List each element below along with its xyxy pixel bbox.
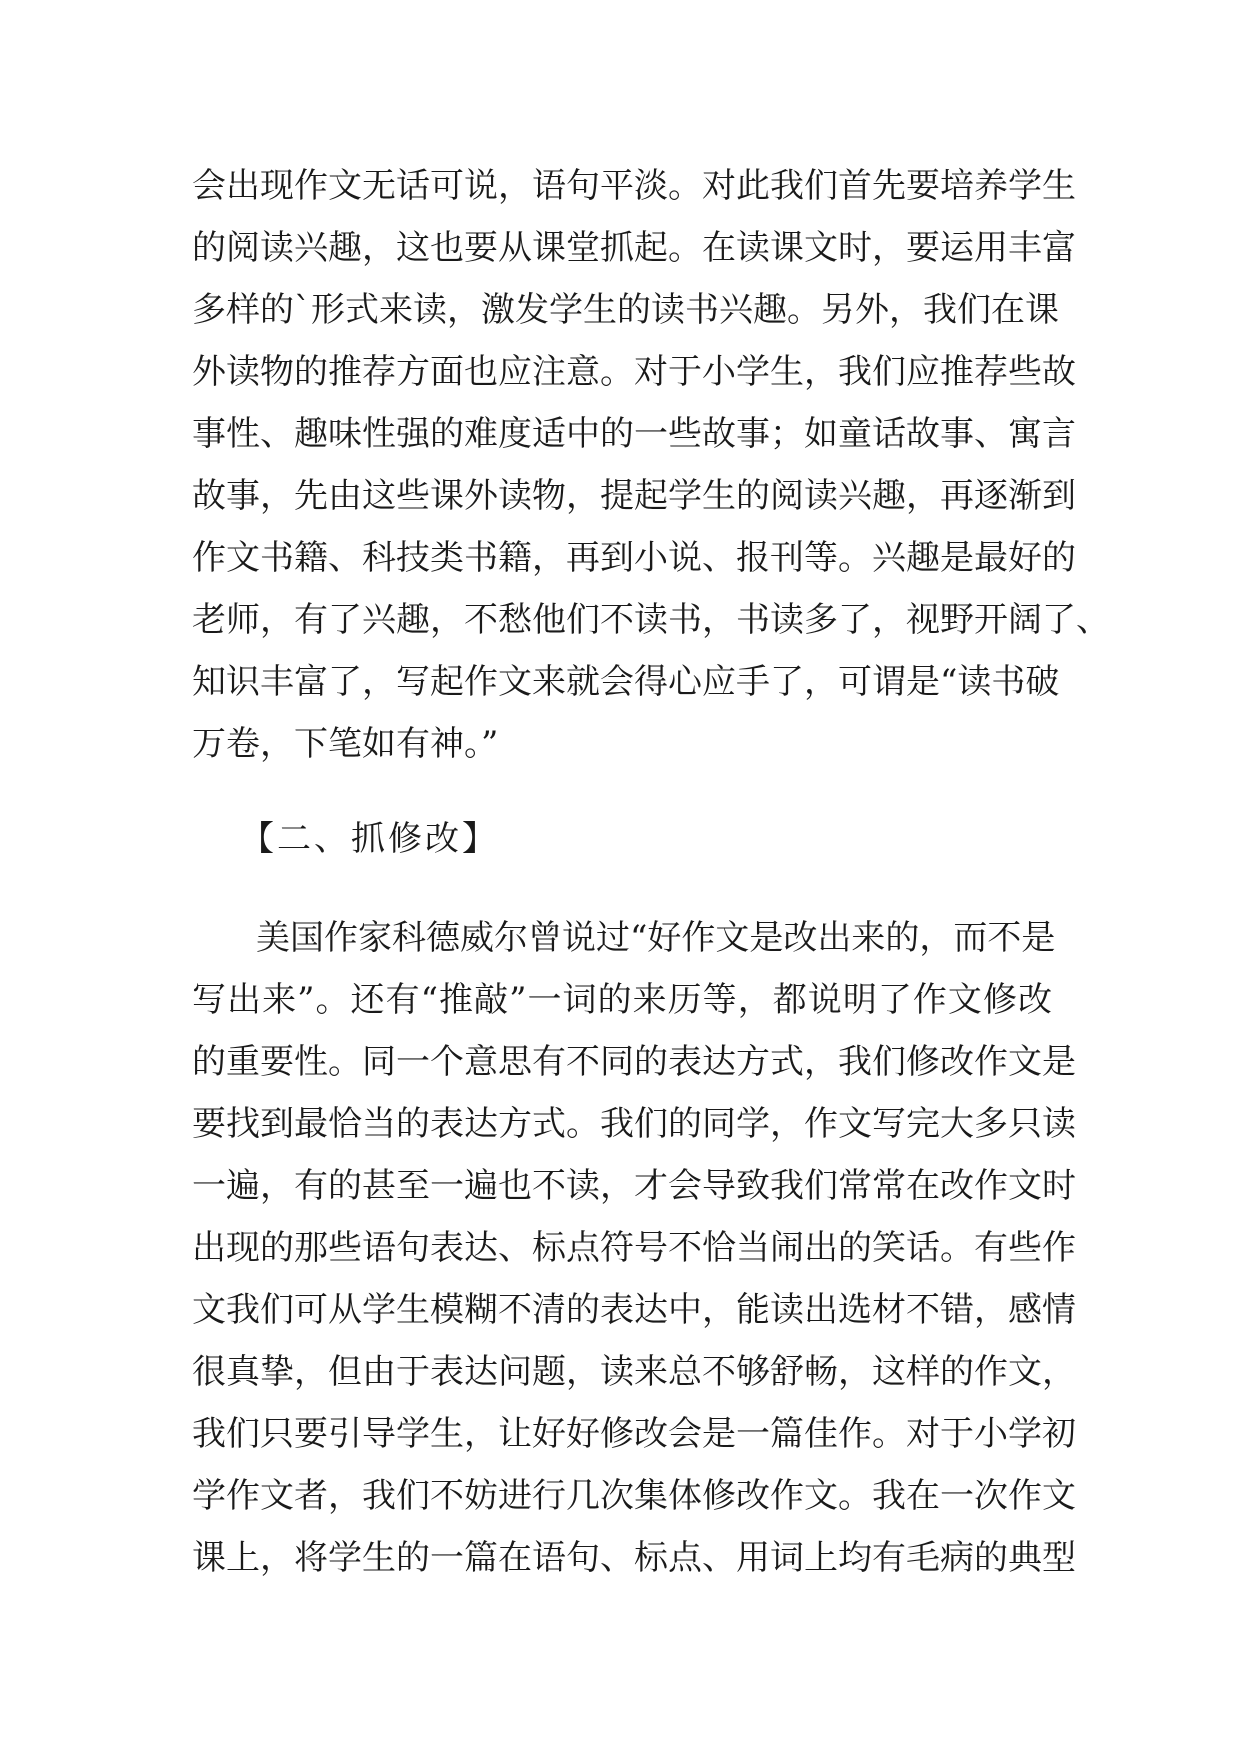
paragraph-line: 学作文者，我们不妨进行几次集体修改作文。我在一次作文 [192, 1476, 1076, 1516]
paragraph-line: 我们只要引导学生，让好好修改会是一篇佳作。对于小学初 [192, 1414, 1076, 1454]
section-heading: 【二、抓修改】 [240, 819, 499, 859]
paragraph-line: 文我们可从学生模糊不清的表达中，能读出选材不错，感情 [192, 1290, 1076, 1330]
paragraph-line: 美国作家科德威尔曾说过“好作文是改出来的，而不是 [256, 918, 1056, 958]
paragraph-line: 老师，有了兴趣，不愁他们不读书，书读多了，视野开阔了、 [192, 600, 1110, 640]
paragraph-line: 多样的`形式来读，激发学生的读书兴趣。另外，我们在课 [192, 290, 1059, 330]
paragraph-line: 作文书籍、科技类书籍，再到小说、报刊等。兴趣是最好的 [192, 538, 1076, 578]
paragraph-line: 会出现作文无话可说，语句平淡。对此我们首先要培养学生 [192, 166, 1076, 206]
paragraph-line: 很真挚，但由于表达问题，读来总不够舒畅，这样的作文， [192, 1352, 1076, 1392]
paragraph-line: 故事，先由这些课外读物，提起学生的阅读兴趣，再逐渐到 [192, 476, 1076, 516]
paragraph-line: 的重要性。同一个意思有不同的表达方式，我们修改作文是 [192, 1042, 1076, 1082]
paragraph-line: 出现的那些语句表达、标点符号不恰当闹出的笑话。有些作 [192, 1228, 1076, 1268]
paragraph-line: 外读物的推荐方面也应注意。对于小学生，我们应推荐些故 [192, 352, 1076, 392]
paragraph-line: 一遍，有的甚至一遍也不读，才会导致我们常常在改作文时 [192, 1166, 1076, 1206]
paragraph-line: 写出来”。还有“推敲”一词的来历等，都说明了作文修改 [192, 980, 1052, 1020]
paragraph-line: 万卷，下笔如有神。” [192, 724, 499, 764]
paragraph-line: 知识丰富了，写起作文来就会得心应手了，可谓是“读书破 [192, 662, 1060, 702]
paragraph-line: 课上，将学生的一篇在语句、标点、用词上均有毛病的典型 [192, 1538, 1076, 1578]
paragraph-line: 的阅读兴趣，这也要从课堂抓起。在读课文时，要运用丰富 [192, 228, 1076, 268]
paragraph-line: 要找到最恰当的表达方式。我们的同学，作文写完大多只读 [192, 1104, 1076, 1144]
paragraph-line: 事性、趣味性强的难度适中的一些故事；如童话故事、寓言 [192, 414, 1076, 454]
